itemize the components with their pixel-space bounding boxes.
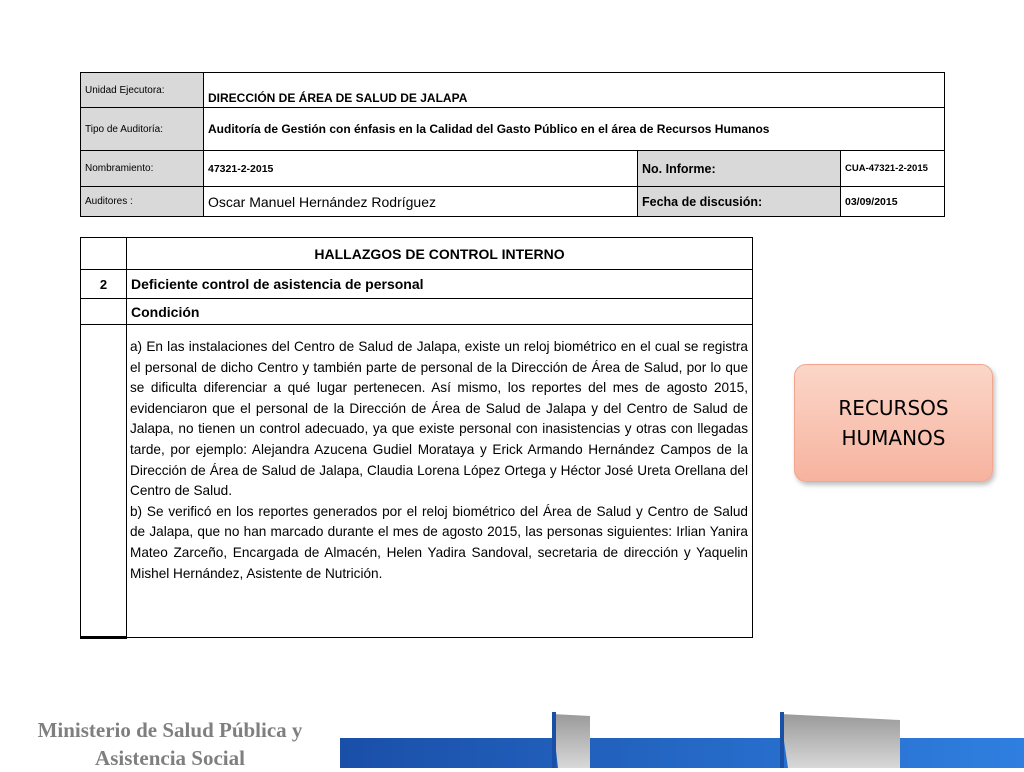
unidad-value: DIRECCIÓN DE ÁREA DE SALUD DE JALAPA — [204, 73, 945, 108]
footer-blue-band — [340, 738, 1024, 768]
footer-gray-wedge-1 — [552, 714, 590, 768]
row-nombramiento — [81, 151, 945, 187]
row-tipo — [81, 108, 945, 151]
condition-body-row — [81, 325, 753, 638]
finding-title-row — [81, 270, 753, 299]
row-auditores — [81, 187, 945, 217]
condition-body-blank — [81, 325, 127, 638]
ministry-footer-text — [0, 716, 340, 772]
auditores-label: Auditores : — [81, 187, 204, 217]
ministry-line-2: Asistencia Social — [95, 746, 245, 770]
badge-line-2: HUMANOS — [841, 426, 946, 450]
footer-blue-stripe-1 — [552, 712, 556, 768]
informe-value: CUA-47321-2-2015 — [841, 151, 945, 187]
condition-label: Condición — [127, 299, 753, 325]
condition-row — [81, 299, 753, 325]
condition-blank — [81, 299, 127, 325]
nombramiento-value: 47321-2-2015 — [204, 151, 638, 187]
informe-label: No. Informe: — [638, 151, 841, 187]
nombramiento-label: Nombramiento: — [81, 151, 204, 187]
tipo-value: Auditoría de Gestión con énfasis en la Calidad del Gasto Público en el área de Recursos Humanos — [204, 108, 945, 151]
findings-table — [80, 237, 753, 639]
footer-decoration — [340, 712, 1024, 768]
findings-header-blank — [81, 238, 127, 270]
finding-number: 2 — [81, 270, 127, 299]
recursos-humanos-badge — [794, 364, 993, 482]
fecha-value: 03/09/2015 — [841, 187, 945, 217]
unidad-label: Unidad Ejecutora: — [81, 73, 204, 108]
finding-title: Deficiente control de asistencia de personal — [127, 270, 753, 299]
badge-line-1: RECURSOS — [838, 396, 949, 420]
footer-blue-stripe-2 — [780, 712, 784, 768]
audit-info-table — [80, 72, 945, 217]
ministry-line-1: Ministerio de Salud Pública y — [37, 718, 303, 742]
condition-body — [127, 325, 753, 638]
fecha-label: Fecha de discusión: — [638, 187, 841, 217]
paragraph-b: b) Se verificó en los reportes generados por el reloj biométrico del Área de Salud y Centro de Salud de Jalapa, que no han marcado durante el mes de agosto 2015, las personas siguientes: Irlian Yanira Mateo Zarceño, Encargada de Almacén, Helen Yadira Sandoval, secretaria de dirección y Yaquelin Mishel Hernández, Asistente de Nutrición. — [130, 503, 748, 581]
tipo-label: Tipo de Auditoría: — [81, 108, 204, 151]
auditores-value: Oscar Manuel Hernández Rodríguez — [204, 187, 638, 217]
footer-gray-wedge-2 — [780, 714, 900, 768]
row-unidad — [81, 73, 945, 108]
findings-header: HALLAZGOS DE CONTROL INTERNO — [127, 238, 753, 270]
findings-header-row — [81, 238, 753, 270]
paragraph-a: a) En las instalaciones del Centro de Salud de Jalapa, existe un reloj biométrico en el cual se registra el personal de dicho Centro y también parte de personal de la Dirección de Área de Salud, por lo que se dificulta diferenciar a qué lugar pertenecen. Así mismo, los reportes del mes de agosto 2015, evidenciaron que el personal de la Dirección de Área de Salud de Jalapa y del Centro de Salud de Jalapa, no tienen un control adecuado, ya que existe personal con inasistencias y otras con llegadas tarde, por ejemplo: Alejandra Azucena Gudiel Morataya y Erick Armando Hernández Campos de la Dirección de Área de Salud de Jalapa, Claudia Lorena López Ortega y Héctor José Ureta Orellana del Centro de Salud. — [130, 339, 748, 499]
